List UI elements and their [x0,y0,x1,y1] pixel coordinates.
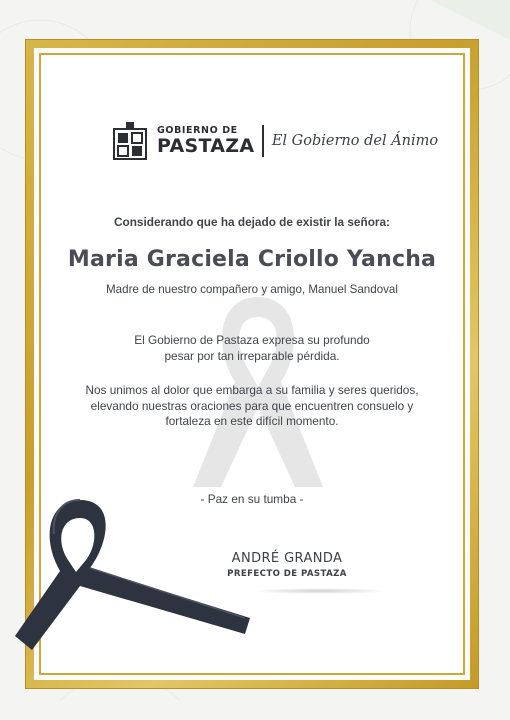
paragraph-line: Nos unimos al dolor que embarga a su familia y seres queridos, [85,383,419,397]
paragraph-line: fortaleza en este difícil momento. [165,414,339,428]
signer-title: PREFECTO DE PASTAZA [227,569,347,579]
closing-text: - Paz en su tumba - [200,492,304,506]
paragraph-line: pesar por tan irreparable pérdida. [164,348,340,363]
header-logo [113,121,438,161]
org-name-big: PASTAZA [157,134,255,157]
deceased-name: Maria Graciela Criollo Yancha [67,247,437,272]
signer-name: ANDRÉ GRANDA [231,551,343,566]
intro-text: Considerando que ha dejado de existir la señora: [114,215,390,229]
relation-text: Madre de nuestro compañero y amigo, Manuel Sandoval [106,283,398,296]
condolence-paragraph-2 [41,383,463,430]
pastaza-logo-icon [113,121,147,161]
slogan: El Gobierno del Ánimo [271,133,439,149]
condolence-paragraph-1 [41,333,463,364]
paragraph-line: El Gobierno de Pastaza expresa su profundo [134,333,370,347]
org-name-small: GOBIERNO DE [157,125,238,137]
logo-divider [262,125,264,157]
paragraph-line: elevando nuestras oraciones para que encuentren consuelo y [90,398,414,413]
signature-shadow-line [251,588,389,594]
mourning-ribbon-icon [10,486,260,666]
